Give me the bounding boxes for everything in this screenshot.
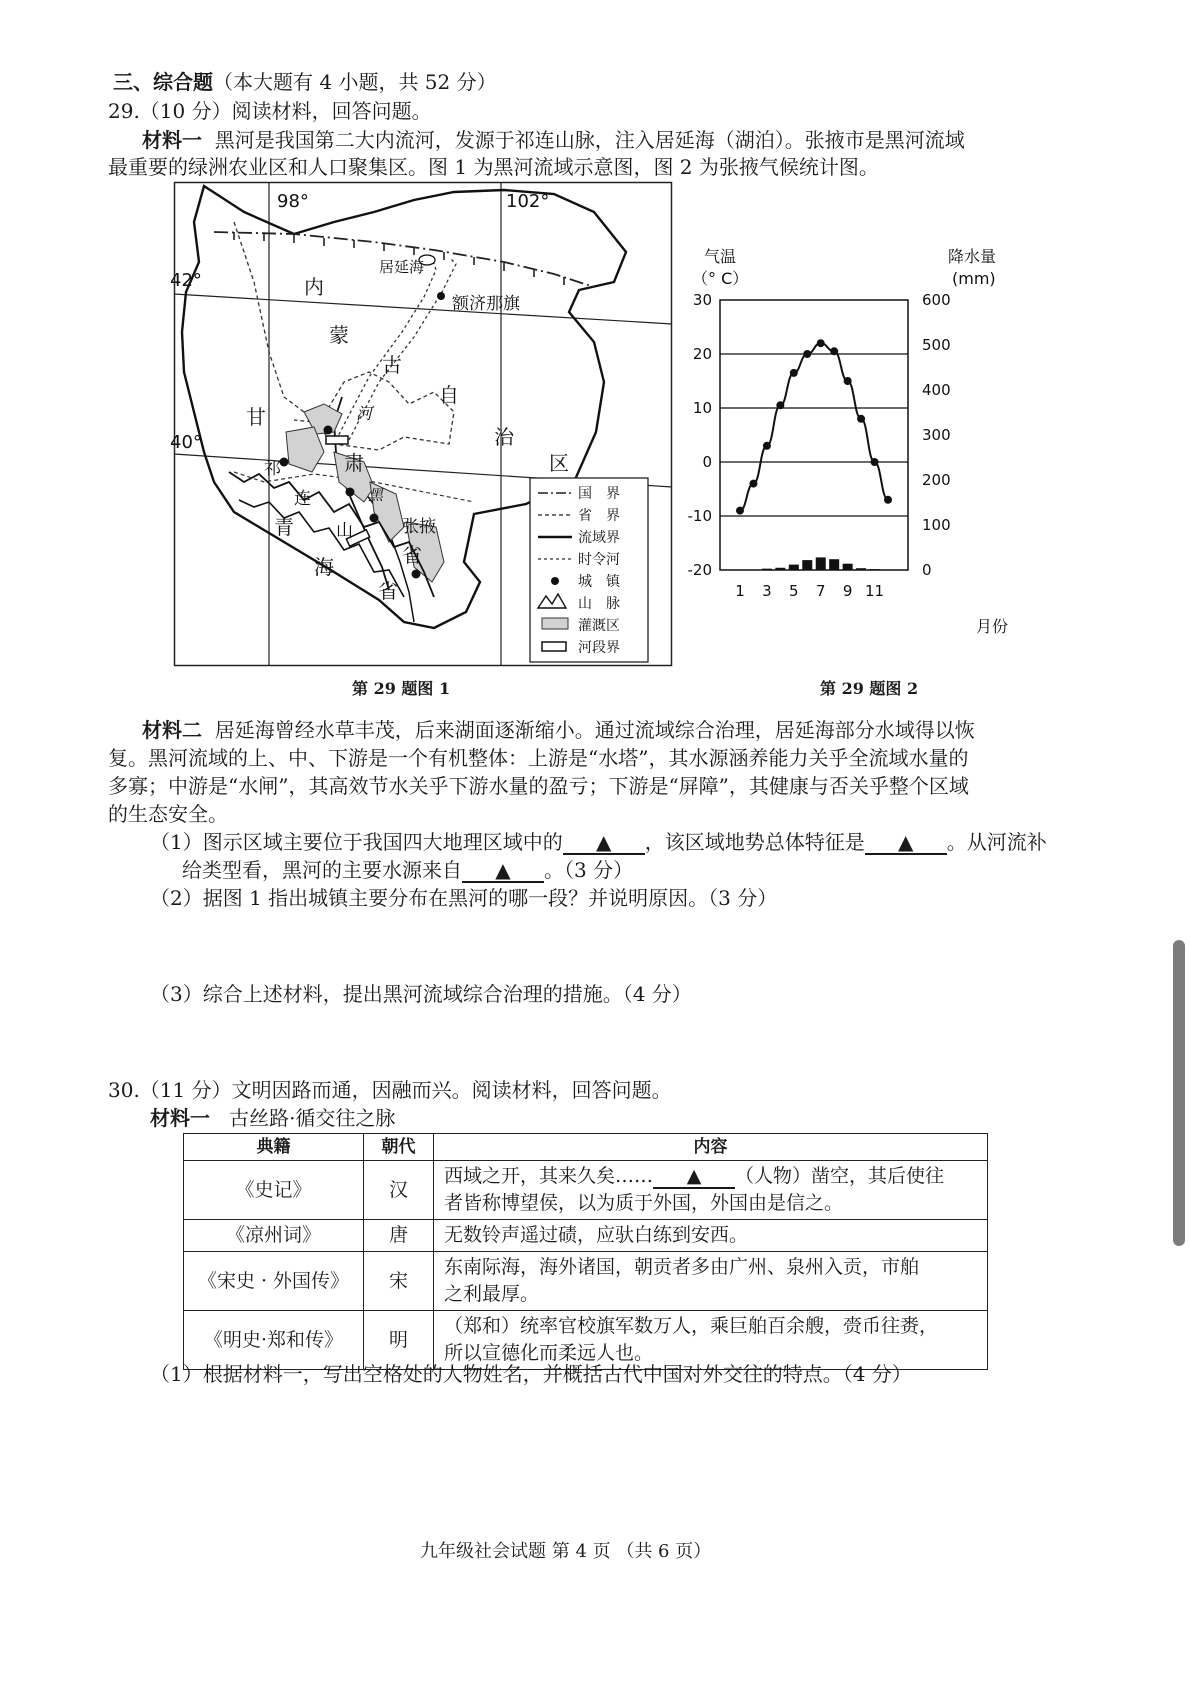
legend-provincial: 省 界: [578, 508, 620, 524]
x-tick: 7: [815, 582, 826, 600]
label-su: 肃: [344, 451, 364, 475]
temp-point: [871, 458, 879, 466]
temp-point: [817, 339, 825, 347]
y-left-tick: 0: [702, 453, 712, 471]
y-left-label-2: （° C）: [692, 269, 749, 288]
label-hai: 海: [314, 555, 334, 579]
map-legend: [530, 478, 648, 662]
row4-content-a: （郑和）统率官校旗军数万人，乘巨舶百余艘，赍币往赉，: [444, 1315, 939, 1337]
label-juyanhai: 居延海: [379, 258, 425, 276]
section-note: （本大题有 4 小题，共 52 分）: [213, 70, 497, 94]
label-zhi: 治: [494, 425, 514, 449]
label-he: 河: [356, 404, 373, 423]
y-left-label-1: 气温: [704, 247, 737, 266]
q29-sub1-line2: [182, 856, 633, 884]
town-ejina: [437, 292, 445, 300]
label-qu: 区: [549, 451, 569, 475]
legend-national: 国 界: [578, 486, 620, 502]
table-header-row: [184, 1134, 988, 1161]
q30-material1-label: 材料一: [150, 1106, 210, 1130]
x-tick: 1: [735, 582, 745, 600]
q29-material2-line3: 多寡；中游是“水闸”，其高效节水关乎下游水量的盈亏；下游是“屏障”，其健康与否关乎整个区域: [108, 774, 969, 798]
label-qi: 祁: [264, 459, 281, 479]
precip-bar: [816, 557, 826, 570]
precipitation-bars: [735, 557, 893, 570]
legend-irrigation: 灌溉区: [578, 618, 620, 634]
q29-material2-label: 材料二: [142, 718, 202, 742]
q30-sub1: （1）根据材料一，写出空格处的人物姓名，并概括古代中国对外交往的特点。（4 分）: [150, 1362, 912, 1386]
precip-bar: [870, 569, 880, 570]
x-tick: 9: [842, 582, 853, 600]
row1-content-a: 西域之开，其来久矣……: [444, 1165, 654, 1187]
y-right-tick: 0: [922, 561, 932, 579]
label-ejina: 额济那旗: [452, 294, 520, 314]
y-left-tick: -10: [687, 507, 712, 525]
header-content: 内容: [434, 1134, 988, 1161]
temp-point: [763, 442, 771, 450]
section-boundary-1: [326, 436, 348, 444]
q29-sub3: （3）综合上述材料，提出黑河流域综合治理的措施。（4 分）: [150, 982, 692, 1006]
label-sheng-qh: 省: [378, 579, 398, 603]
temp-point: [857, 415, 865, 423]
row1-content-b: （人物）凿空，其后使往: [735, 1165, 945, 1187]
q29-material1-label: 材料一: [142, 128, 202, 152]
y-right-tick: 200: [922, 471, 951, 489]
q29-sub1-text-a: （1）图示区域主要位于我国四大地理区域中的: [150, 830, 563, 854]
q29-material1-line1: [142, 126, 965, 154]
y-right-label-2: (mm): [952, 269, 996, 288]
q29-sub2: （2）据图 1 指出城镇主要分布在黑河的哪一段？并说明原因。（3 分）: [150, 886, 778, 910]
legend-seasonal: 时令河: [578, 552, 620, 568]
lat-label-40: 40°: [170, 432, 202, 453]
label-zi: 自: [439, 383, 459, 407]
y-right-tick: 100: [922, 516, 951, 534]
row4-content-b: 所以宣德化而柔远人也。: [444, 1342, 654, 1364]
zhangye-climate-chart: [687, 240, 1030, 640]
q29-material1-text1: 黑河是我国第二大内流河，发源于祁连山脉，注入居延海（湖泊）。张掖市是黑河流域: [214, 128, 965, 152]
legend-town: 城 镇: [578, 574, 620, 590]
row3-dynasty: 宋: [364, 1252, 434, 1311]
row2-book: 《凉州词》: [184, 1220, 364, 1252]
q29-material2-text1: 居延海曾经水草丰茂，后来湖面逐渐缩小。通过流域综合治理，居延海部分水域得以恢: [214, 718, 975, 742]
row4-dynasty: 明: [364, 1311, 434, 1370]
q30-blank-person[interactable]: ▲: [653, 1165, 735, 1189]
q29-stem: 29.（10 分）阅读材料，回答问题。: [108, 99, 432, 123]
y-left-tick: -20: [687, 561, 712, 579]
row3-content-a: 东南际海，海外诸国，朝贡者多由广州、泉州入贡，市舶: [444, 1256, 920, 1278]
section-title: 三、综合题: [113, 70, 213, 94]
label-zhangye: 张掖: [402, 517, 436, 537]
precip-bar: [856, 568, 866, 570]
town-3: [346, 488, 355, 497]
town-zhangye: [370, 514, 379, 523]
legend-mountain: 山 脉: [578, 596, 620, 612]
row1-dynasty: 汉: [364, 1161, 434, 1220]
y-left-tick: 30: [692, 291, 712, 309]
fig1-caption: 第 29 题图 1: [352, 679, 451, 698]
q29-sub1-text-c: 。从河流补: [946, 830, 1047, 854]
row1-book: 《史记》: [184, 1161, 364, 1220]
town-4: [412, 570, 421, 579]
town-1: [324, 426, 333, 435]
heihe-basin-map: [170, 182, 672, 666]
precip-bar: [789, 565, 799, 570]
label-meng: 蒙: [329, 323, 349, 347]
row2-content: 无数铃声遥过碛，应驮白练到安西。: [434, 1220, 988, 1252]
x-tick: 11: [864, 582, 885, 600]
header-dynasty: 朝代: [364, 1134, 434, 1161]
temp-point: [884, 496, 892, 504]
temp-point: [830, 347, 838, 355]
plot-frame: [720, 300, 908, 570]
legend-basin: 流域界: [578, 530, 620, 546]
chart-ticks: [688, 291, 951, 600]
label-gu: 古: [382, 353, 402, 377]
section-heading: [113, 68, 497, 96]
precip-bar: [829, 559, 839, 570]
precip-bar: [762, 569, 772, 570]
lat-label-42: 42°: [170, 270, 202, 291]
label-hei: 黑: [368, 486, 384, 504]
lon-label-98: 98°: [277, 191, 309, 212]
x-axis-label: 月份: [976, 617, 1009, 636]
precip-bar: [802, 560, 812, 570]
page-footer: 九年级社会试题 第 4 页 （共 6 页）: [420, 1541, 712, 1562]
chart-grid: [720, 300, 908, 570]
label-qing: 青: [274, 515, 294, 539]
lon-label-102: 102°: [506, 191, 550, 212]
q30-material1-title: 古丝路·循交往之脉: [229, 1106, 396, 1130]
temp-point: [844, 377, 852, 385]
precip-bar: [843, 564, 853, 570]
y-right-label-1: 降水量: [948, 247, 997, 266]
row4-book: 《明史·郑和传》: [184, 1311, 364, 1370]
legend-section: 河段界: [578, 640, 620, 656]
temp-point: [736, 507, 744, 515]
temperature-points: [736, 339, 892, 514]
q29-material2-line2: 复。黑河流域的上、中、下游是一个有机整体：上游是“水塔”，其水源涵养能力关乎全流域水量的: [108, 746, 969, 770]
row2-dynasty: 唐: [364, 1220, 434, 1252]
y-left-tick: 20: [692, 345, 712, 363]
row3-content-b: 之利最厚。: [444, 1283, 540, 1305]
q29-sub1-line1: [150, 828, 1047, 856]
temp-point: [790, 369, 798, 377]
y-left-tick: 10: [692, 399, 712, 417]
q29-material2-line1: [142, 716, 975, 744]
x-tick: 3: [762, 582, 772, 600]
label-sheng-gs: 省: [402, 543, 422, 567]
precip-bar: [775, 568, 785, 570]
table-row: [184, 1161, 988, 1220]
y-right-tick: 500: [922, 336, 951, 354]
q29-sub1-text-b: ，该区域地势总体特征是: [644, 830, 865, 854]
row3-content: [434, 1252, 988, 1311]
q29-material1-line2: 最重要的绿洲农业区和人口聚集区。图 1 为黑河流域示意图，图 2 为张掖气候统计图。: [108, 155, 879, 179]
label-nei: 内: [304, 275, 324, 299]
q30-stem: 30.（11 分）文明因路而通，因融而兴。阅读材料，回答问题。: [108, 1078, 672, 1102]
q30-material1-heading: [150, 1104, 395, 1132]
row1-content-c: 者皆称博望侯，以为质于外国，外国由是信之。: [444, 1192, 844, 1214]
temp-point: [803, 350, 811, 358]
q29-sub1-text-e: 。（3 分）: [544, 858, 634, 882]
label-shan: 山: [336, 521, 353, 541]
q29-material2-line4: 的生态安全。: [108, 802, 228, 826]
history-table: [183, 1133, 988, 1370]
table-row: [184, 1252, 988, 1311]
fig2-caption: 第 29 题图 2: [820, 679, 919, 698]
scrollbar-thumb[interactable]: [1173, 940, 1185, 1246]
label-lian: 连: [294, 489, 311, 509]
temperature-line: [740, 343, 888, 510]
y-right-tick: 400: [922, 381, 951, 399]
label-gan: 甘: [246, 405, 266, 429]
y-right-tick: 300: [922, 426, 951, 444]
row1-content: [434, 1161, 988, 1220]
y-right-tick: 600: [922, 291, 951, 309]
q29-blank-terrain[interactable]: ▲: [865, 831, 947, 855]
temp-point: [776, 401, 784, 409]
q29-blank-source[interactable]: ▲: [462, 859, 544, 883]
q29-sub1-text-d: 给类型看，黑河的主要水源来自: [182, 858, 462, 882]
temp-point: [749, 480, 757, 488]
q29-blank-region[interactable]: ▲: [563, 831, 645, 855]
table-row: [184, 1220, 988, 1252]
header-book: 典籍: [184, 1134, 364, 1161]
x-tick: 5: [789, 582, 799, 600]
row3-book: 《宋史 · 外国传》: [184, 1252, 364, 1311]
